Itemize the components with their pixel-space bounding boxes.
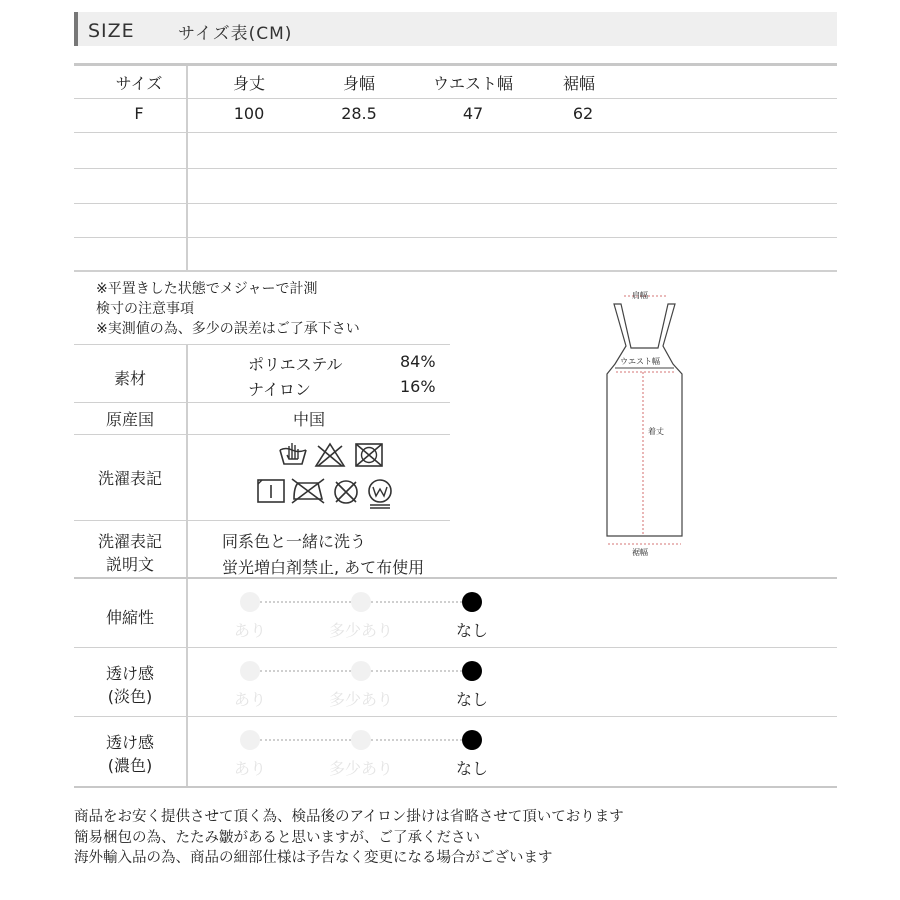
rating-dot-selected — [462, 730, 482, 750]
care-note-text: 蛍光増白剤禁止, あて布使用 — [222, 558, 425, 577]
table-header-divider — [74, 98, 837, 99]
table-cell: 47 — [462, 104, 484, 123]
table-cell: 100 — [233, 104, 265, 123]
rating-level-label: 多少あり — [328, 759, 393, 778]
column-header-width: 身幅 — [342, 74, 375, 93]
rating-dot — [351, 592, 371, 612]
rating-sublabel: (淡色) — [107, 687, 153, 706]
section-header — [74, 12, 837, 46]
measure-note: ※平置きした状態でメジャーで計測 — [96, 281, 318, 297]
rating-level-label: あり — [233, 621, 266, 640]
ratings-table-border — [74, 786, 837, 788]
material-percent: 16% — [400, 377, 436, 396]
care-note-text: 同系色と一緒に洗う — [222, 532, 367, 551]
diagram-label-waist: ウエスト幅 — [620, 357, 660, 366]
table-row-divider — [74, 132, 837, 133]
rating-connector — [260, 601, 351, 603]
rating-level-label: 多少あり — [328, 621, 393, 640]
material-percent: 84% — [400, 352, 436, 371]
no-bleach-icon — [314, 442, 346, 468]
rating-sublabel: (濃色) — [107, 756, 153, 775]
footer-note: 簡易梱包の為、たたみ皺があると思いますが、ご了承ください — [74, 830, 480, 846]
column-header-waist: ウエスト幅 — [432, 74, 513, 93]
rating-connector — [260, 739, 351, 741]
diagram-label-length: 着丈 — [648, 427, 664, 436]
header-accent-bar — [74, 12, 78, 46]
ratings-table-divider — [74, 647, 837, 648]
header-title: SIZE — [88, 20, 135, 42]
table-top-border — [74, 63, 837, 66]
footer-note: 海外輸入品の為、商品の細部仕様は予告なく変更になる場合がございます — [74, 850, 553, 866]
ratings-table-divider — [74, 716, 837, 717]
origin-value: 中国 — [292, 410, 325, 429]
rating-level-label: あり — [233, 759, 266, 778]
rating-connector — [371, 601, 462, 603]
table-bottom-border — [74, 270, 837, 272]
care-note-label: 説明文 — [105, 555, 154, 574]
rating-level-label: なし — [455, 759, 488, 778]
info-table-column-divider — [186, 345, 188, 577]
table-cell: 28.5 — [341, 104, 377, 123]
table-cell: F — [134, 104, 144, 123]
diagram-label-hem: 裾幅 — [632, 548, 648, 557]
garment-diagram — [596, 284, 696, 560]
column-header-hem: 裾幅 — [562, 74, 595, 93]
origin-label: 原産国 — [105, 410, 154, 429]
table-column-divider — [186, 66, 188, 270]
hand-wash-icon — [278, 440, 308, 468]
rating-dot — [351, 661, 371, 681]
rating-connector — [371, 670, 462, 672]
rating-dot-selected — [462, 661, 482, 681]
table-row-divider — [74, 203, 837, 204]
rating-level-label: なし — [455, 621, 488, 640]
material-name: ナイロン — [248, 380, 311, 399]
info-table-divider — [74, 520, 450, 521]
diagram-label-shoulder: 肩幅 — [632, 291, 648, 300]
care-label: 洗濯表記 — [97, 469, 162, 488]
rating-dot — [240, 592, 260, 612]
no-tumble-dry-icon — [354, 442, 384, 468]
ratings-table-column-divider — [186, 579, 188, 786]
table-cell: 62 — [572, 104, 594, 123]
rating-dot-selected — [462, 592, 482, 612]
table-row-divider — [74, 168, 837, 169]
care-note-label: 洗濯表記 — [97, 532, 162, 551]
footer-note: 商品をお安く提供させて頂く為、検品後のアイロン掛けは省略させて頂いております — [74, 809, 624, 825]
info-table-divider — [74, 402, 450, 403]
material-name: ポリエステル — [248, 355, 343, 374]
info-table-border — [74, 344, 450, 345]
rating-level-label: なし — [455, 690, 488, 709]
no-dry-clean-icon — [332, 478, 360, 506]
rating-dot — [240, 730, 260, 750]
measure-note: ※実測値の為、多少の誤差はご了承下さい — [96, 321, 360, 337]
line-dry-icon — [256, 478, 286, 504]
rating-level-label: あり — [233, 690, 266, 709]
table-row-divider — [74, 237, 837, 238]
column-header-size: サイズ — [115, 74, 163, 93]
rating-level-label: 多少あり — [328, 690, 393, 709]
rating-label: 透け感 — [105, 733, 154, 752]
header-subtitle: サイズ表(CM) — [178, 24, 293, 44]
measure-note: 検寸の注意事項 — [96, 301, 194, 317]
ratings-table-border — [74, 577, 837, 579]
wet-clean-icon — [366, 478, 394, 510]
rating-dot — [240, 661, 260, 681]
column-header-length: 身丈 — [232, 74, 265, 93]
rating-connector — [260, 670, 351, 672]
material-label: 素材 — [113, 369, 146, 388]
rating-label: 伸縮性 — [105, 608, 154, 627]
rating-connector — [371, 739, 462, 741]
rating-dot — [351, 730, 371, 750]
rating-label: 透け感 — [105, 664, 154, 683]
no-iron-icon — [290, 477, 326, 505]
info-table-divider — [74, 434, 450, 435]
